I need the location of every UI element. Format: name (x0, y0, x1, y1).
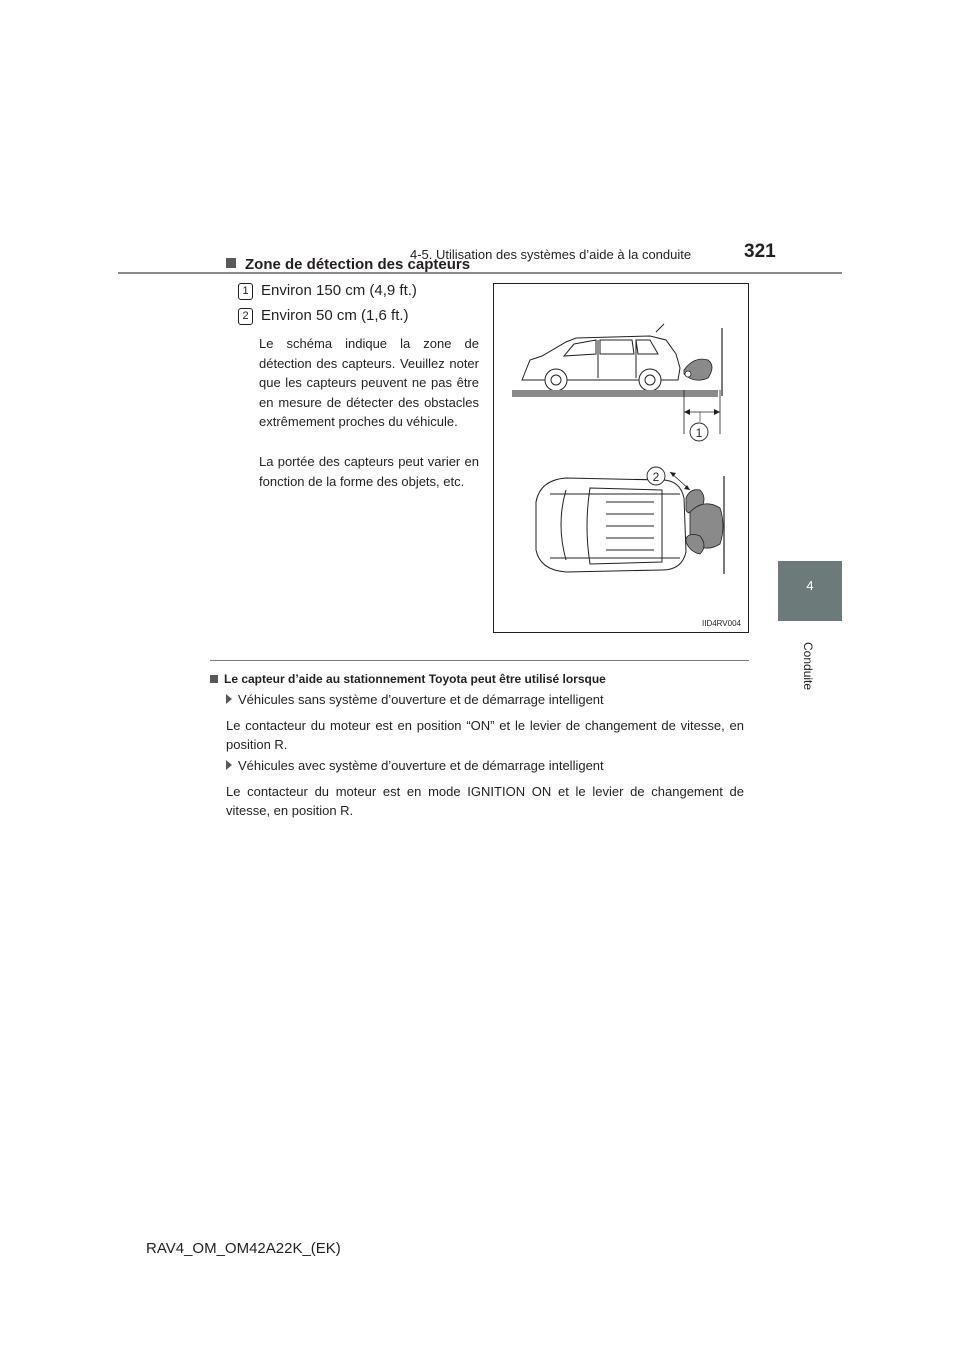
usage-case-2-text: Le contacteur du moteur est en mode IGNITION ON et le levier de changement de vitesse, en position R. (226, 784, 744, 818)
sensor-diagram-svg (494, 284, 748, 632)
callout-2-label: 2 (652, 470, 660, 484)
usage-heading-text: Le capteur d’aide au stationnement Toyota peut être utilisé lorsque (224, 672, 606, 686)
side-view-car-illustration (522, 324, 680, 391)
ground-strip (512, 390, 718, 397)
description-paragraph-1: Le schéma indique la zone de détection des capteurs. Veuillez noter que les capteurs peuvent ne pas être en mesure de détecter des obstacles extrêmement proches du véhicule. (259, 336, 479, 429)
triangle-bullet-icon (226, 760, 232, 770)
legend-item-1 (238, 282, 417, 300)
running-header-section: 4-5. Utilisation des systèmes d’aide à la conduite (410, 247, 692, 262)
figure-code: IID4RV004 (702, 619, 741, 628)
triangle-bullet-icon (226, 694, 232, 704)
usage-case-2-label-text: Véhicules avec système d’ouverture et de démarrage intelligent (238, 758, 604, 773)
usage-case-1-label (226, 692, 604, 707)
callout-1-label: 1 (695, 426, 703, 440)
chapter-tab-number: 4 (806, 578, 814, 593)
page-number: 321 (744, 241, 776, 262)
section-heading-text: Zone de détection des capteurs (245, 256, 471, 273)
legend-item-2-text: Environ 50 cm (1,6 ft.) (261, 307, 409, 324)
square-bullet-icon (210, 675, 218, 683)
square-bullet-icon (226, 258, 236, 268)
rear-sensor-zone-top-right (686, 534, 704, 554)
usage-heading (210, 672, 606, 686)
usage-case-1-text: Le contacteur du moteur est en position “ON” et le levier de changement de vitesse, en position R. (226, 718, 744, 752)
description-paragraph-2: La portée des capteurs peut varier en fonction de la forme des objets, etc. (259, 454, 479, 489)
manual-code-footer: RAV4_OM_OM42A22K_(EK) (146, 1240, 341, 1257)
callout-badge-1: 1 (238, 283, 253, 300)
usage-case-1-label-text: Véhicules sans système d’ouverture et de démarrage intelligent (238, 692, 604, 707)
legend-item-2 (238, 307, 409, 325)
chapter-tab-label: Conduite (801, 642, 815, 691)
legend-item-1-text: Environ 150 cm (4,9 ft.) (261, 282, 417, 299)
callout-badge-2: 2 (238, 308, 253, 325)
sensor-detection-diagram (493, 283, 749, 633)
top-view-car-illustration (536, 478, 686, 572)
section-heading (226, 256, 470, 273)
section-divider (210, 660, 749, 661)
usage-case-2-label (226, 758, 604, 773)
